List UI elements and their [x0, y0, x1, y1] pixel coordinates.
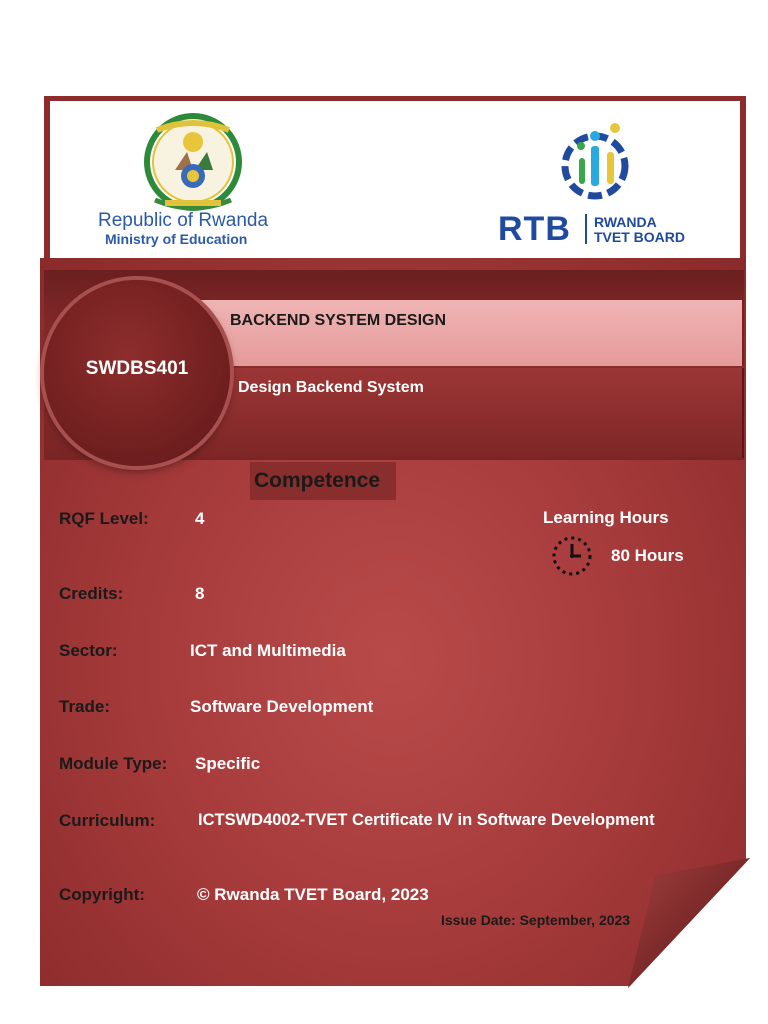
rqf-level-label: RQF Level:: [59, 509, 149, 528]
rtb-name-line1: RWANDA: [594, 214, 657, 230]
rtb-name-line2: TVET BOARD: [594, 229, 685, 245]
coat-of-arms-emblem: [147, 116, 239, 208]
rtb-divider: [585, 214, 587, 244]
curriculum-value: ICTSWD4002-TVET Certificate IV in Software Development: [198, 811, 655, 829]
competence-label: Competence: [254, 469, 381, 492]
credits-value: 8: [195, 584, 205, 603]
module-title: BACKEND SYSTEM DESIGN: [230, 312, 447, 329]
issue-date: Issue Date: September, 2023: [441, 912, 631, 928]
ministry-of-education-text: Ministry of Education: [105, 231, 248, 247]
module-title-band: [200, 300, 744, 366]
learning-hours-value: 80 Hours: [611, 546, 684, 565]
curriculum-label: Curriculum:: [59, 811, 156, 830]
copyright-label: Copyright:: [59, 885, 145, 904]
rqf-level-value: 4: [195, 509, 205, 528]
republic-of-rwanda-text: Republic of Rwanda: [98, 210, 269, 231]
copyright-value: © Rwanda TVET Board, 2023: [197, 885, 429, 904]
module-code: SWDBS401: [85, 358, 189, 379]
clock-icon: [550, 534, 594, 578]
module-type-label: Module Type:: [59, 754, 168, 773]
sector-label: Sector:: [59, 641, 118, 660]
module-code-badge: [44, 280, 230, 466]
trade-value: Software Development: [190, 697, 374, 716]
sector-value: ICT and Multimedia: [190, 641, 346, 660]
trade-label: Trade:: [59, 697, 111, 716]
rtb-abbreviation: RTB: [498, 210, 571, 248]
learning-hours-title: Learning Hours: [543, 508, 669, 527]
module-subtitle: Design Backend System: [238, 379, 424, 396]
module-type-value: Specific: [195, 754, 261, 773]
credits-label: Credits:: [59, 584, 124, 603]
page-curl-corner: [628, 858, 750, 988]
